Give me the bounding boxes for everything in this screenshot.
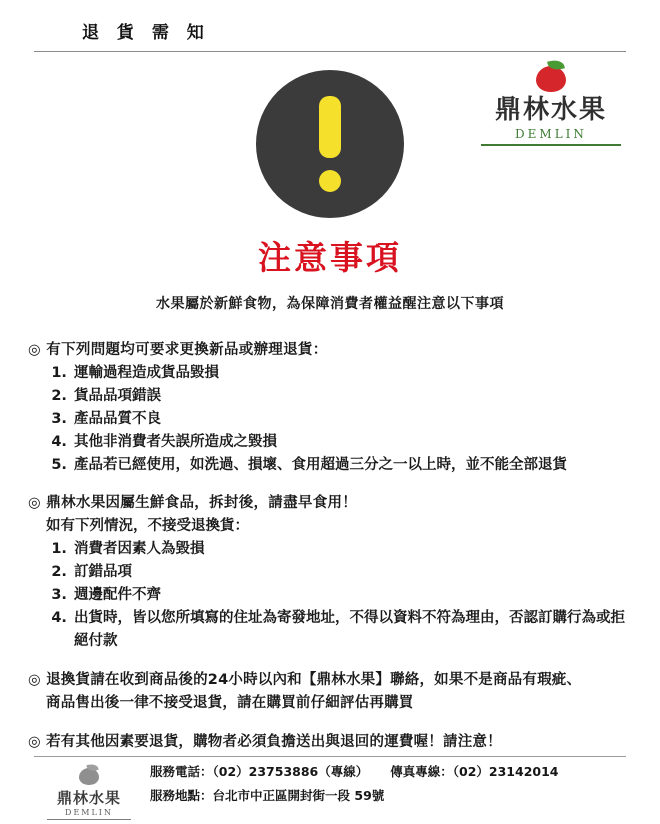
brand-subtitle: DEMLIN xyxy=(515,126,587,141)
alert-subhead: 水果屬於新鮮食物，為保障消費者權益醒注意以下事項 xyxy=(156,296,504,312)
list-item: 1. 消費者因素人為毀損 xyxy=(72,538,632,561)
section-note: 如有下列情況，不接受退換貨： xyxy=(46,518,249,535)
header-divider xyxy=(34,51,626,52)
list-item: 3. 週邊配件不齊 xyxy=(72,584,632,607)
policy-paragraph-2 xyxy=(28,731,632,754)
policy-body xyxy=(0,313,660,754)
list-item: 1. 運輸過程造成貨品毀損 xyxy=(72,362,632,385)
apple-logo-icon xyxy=(76,764,102,786)
list-item: 5. 產品若已經使用，如洗過、損壞、食用超過三分之一以上時，並不能全部退貨 xyxy=(72,454,632,477)
apple-logo-icon xyxy=(532,60,570,94)
page-title: 退 貨 需 知 xyxy=(82,23,210,43)
fax-value: （02）23142014 xyxy=(452,764,559,779)
address-label: 服務地點： xyxy=(150,787,213,803)
paragraph-line: ◎ 退換貨請在收到商品後的24小時以內和【鼎林水果】聯絡，如果不是商品有瑕疵、 xyxy=(28,671,582,688)
list-item: 3. 產品品質不良 xyxy=(72,408,632,431)
alert-headline: 注意事項 xyxy=(258,238,402,277)
footer-brand-name: 鼎林水果 xyxy=(56,789,121,807)
policy-paragraph-1 xyxy=(28,669,632,715)
footer-contact-info xyxy=(144,760,559,808)
footer-phone-row xyxy=(150,760,559,784)
list-item: 2. 訂錯品項 xyxy=(72,561,632,584)
page-header xyxy=(0,0,660,52)
section-heading: ◎ 鼎林水果因屬生鮮食品，拆封後，請盡早食用！ xyxy=(28,495,358,512)
paragraph-line: ◎ 若有其他因素要退貨，購物者必須負擔送出與退回的運費喔！請注意！ xyxy=(28,733,502,750)
service-phone-value: （02）23753886（專線） xyxy=(212,764,369,779)
footer-address-row xyxy=(150,784,559,808)
section-heading: ◎ 有下列問題均可要求更換新品或辦理退貨： xyxy=(28,342,328,358)
exclamation-mark-icon xyxy=(256,70,404,218)
footer-logo xyxy=(34,760,144,820)
address-value: 台北市中正區開封街一段 59號 xyxy=(212,787,385,803)
section-list xyxy=(28,362,632,477)
brand-underline xyxy=(481,144,621,146)
policy-section-2 xyxy=(28,492,632,652)
list-item: 4. 出貨時，皆以您所填寫的住址為寄發地址，不得以資料不符為理由，否認訂購行為或拒絕付款 xyxy=(72,607,632,653)
paragraph-line: 商品售出後一律不接受退貨，請在購買前仔細評估再購買 xyxy=(46,694,414,711)
service-phone-label: 服務電話： xyxy=(150,764,213,779)
footer-divider xyxy=(34,756,626,757)
list-item: 2. 貨品品項錯誤 xyxy=(72,385,632,408)
fax-label: 傳真專線： xyxy=(390,764,453,779)
list-item: 4. 其他非消費者失誤所造成之毀損 xyxy=(72,431,632,454)
policy-section-1 xyxy=(28,339,632,476)
footer-logo-underline xyxy=(47,819,131,820)
brand-name: 鼎林水果 xyxy=(494,95,607,125)
page-footer xyxy=(34,760,626,820)
footer-brand-subtitle: DEMLIN xyxy=(65,808,113,817)
brand-logo xyxy=(476,60,626,146)
section-list xyxy=(28,538,632,653)
